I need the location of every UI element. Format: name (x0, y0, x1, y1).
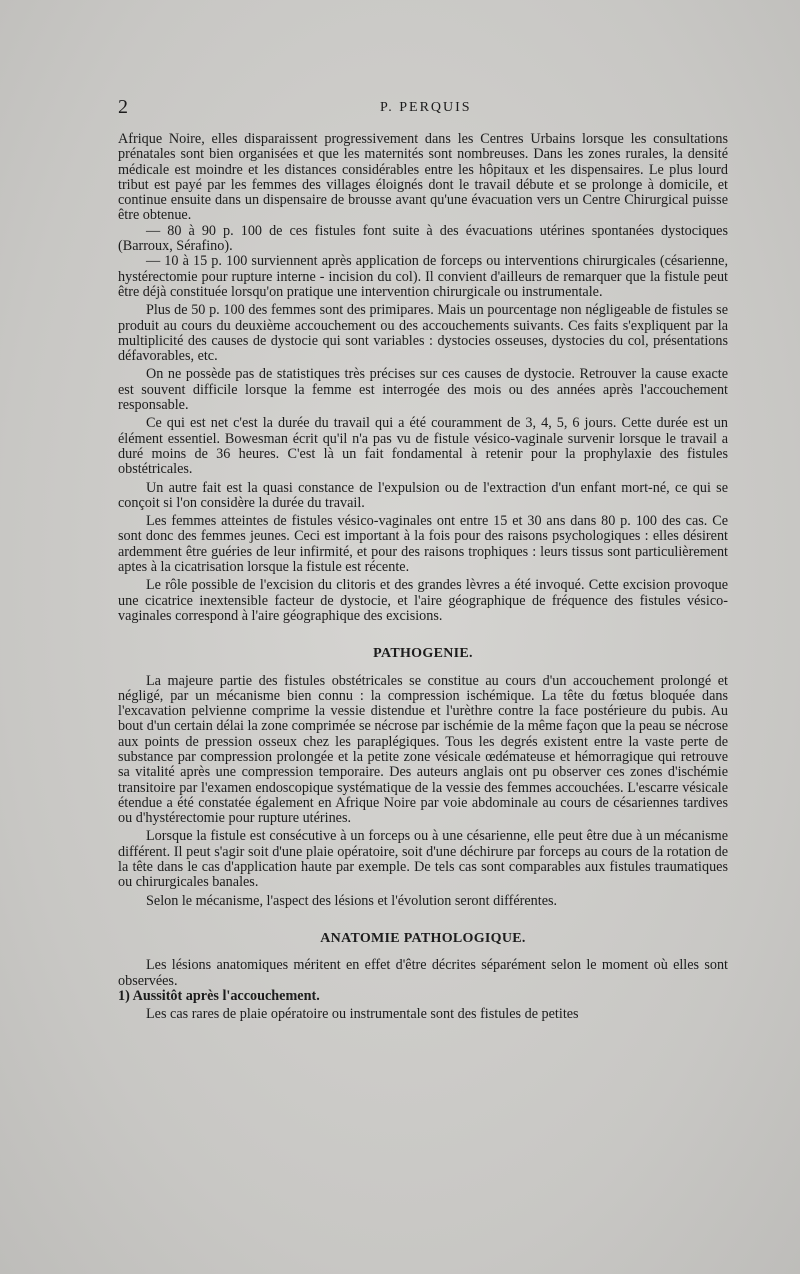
section-heading-pathogenie: PATHOGENIE. (373, 646, 473, 662)
paragraph: — 10 à 15 p. 100 surviennent après application de forceps ou interventions chirurgicales (césarienne, hystérectomie pour rupture interne - incision du col). Il convient d'ailleurs de remarquer que la fistule peut être déjà constituée lorsqu'on pratique une intervention chirurgicale ou instrumentale. (118, 253, 728, 300)
paragraph: Un autre fait est la quasi constance de l'expulsion ou de l'extraction d'un enfant mort-né, ce qui se conçoit si l'on considère la durée du travail. (118, 479, 728, 511)
paragraph: Plus de 50 p. 100 des femmes sont des primipares. Mais un pourcentage non négligeable de fistules se produit au cours du deuxième accouchement ou des accouchements suivants. Ces faits s'expliquent par la multiplicité des causes de dystocie qui sont variables : dystocies osseuses, dystocies du col, présentations défavorables, etc. (118, 302, 728, 365)
paragraph: Le rôle possible de l'excision du clitoris et des grandes lèvres a été invoqué. Cette excision provoque une cicatrice inextensible facteur de dystocie, et l'aire géographique de fréquence des fistules vésico-vaginales correspond à l'aire géographique des excisions. (118, 577, 728, 624)
paragraph: Afrique Noire, elles disparaissent progressivement dans les Centres Urbains lorsque les consultations prénatales sont bien organisées et que les maternités sont nombreuses. Dans les zones rurales, la densité médicale est moindre et les distances considérables entre les hôpitaux et les dispensaires. Le plus lourd tribut est payé par les femmes des villages éloignés dont le travail débute et se prolonge à domicile, et continue ensuite dans un dispensaire de brousse avant qu'une évacuation vers un Centre Chirurgical puisse être obtenue. (118, 131, 728, 224)
paragraph: — 80 à 90 p. 100 de ces fistules font suite à des évacuations utérines spontanées dystociques (Barroux, Sérafino). (118, 222, 728, 255)
paragraph: Les lésions anatomiques méritent en effet d'être décrites séparément selon le moment où elles sont observées. (118, 957, 728, 989)
page-number: 2 (118, 96, 128, 118)
paragraph: La majeure partie des fistules obstétricales se constitue au cours d'un accouchement prolongé et négligé, par un mécanisme bien connu : la compression ischémique. La tête du fœtus bloquée dans l'excavation pelvienne comprime la vessie distendue et l'urèthre contre la face postérieure du pubis. Au bout d'un certain délai la zone comprimée se nécrose par ischémie de la même façon que la peau se nécrose aux points de pression osseux chez les paraplégiques. Tous les degrés existent entre la vaste perte de substance par compression prolongée et la petite zone vésicale œdémateuse et hémorragique qui retrouve sa vitalité après une compression temporaire. Des auteurs anglais ont pu observer ces zones d'ischémie transitoire par l'examen endoscopique systématique de la vessie des femmes accouchées. L'escarre vésicale étendue a été constatée également en Afrique Noire par voie abdominale au cours de césariennes tardives ou d'hystérectomie pour rupture utérines. (118, 672, 728, 827)
paragraph: Selon le mécanisme, l'aspect des lésions et l'évolution seront différentes. (146, 892, 558, 909)
paragraph: Les cas rares de plaie opératoire ou instrumentale sont des fistules de petites (146, 1006, 579, 1023)
running-head: P. PERQUIS (380, 100, 472, 115)
page-header (118, 96, 728, 120)
paragraph: Les femmes atteintes de fistules vésico-vaginales ont entre 15 et 30 ans dans 80 p. 100 des cas. Ce sont donc des femmes jeunes. Ceci est important à la fois pour des raisons psychologiques : elles désirent ardemment être guéries de leur infirmité, et pour des raisons trophiques : leurs tissus sont particulièrement aptes à la cicatrisation lorsque la fistule est récente. (118, 513, 728, 576)
article-body (118, 132, 728, 1022)
paragraph: Ce qui est net c'est la durée du travail qui a été couramment de 3, 4, 5, 6 jours. Cette durée est un élément essentiel. Bowesman écrit qu'il n'a pas vu de fistule vésico-vaginale survenir lorsque le travail a duré moins de 36 heures. C'est là un fait fondamental à retenir pour la prophylaxie des fistules obstétricales. (118, 415, 728, 478)
subsection-heading: 1) Aussitôt après l'accouchement. (118, 987, 320, 1004)
paragraph: On ne possède pas de statistiques très précises sur ces causes de dystocie. Retrouver la cause exacte est souvent difficile lorsque la femme est interrogée des mois ou des années après l'accouchement responsable. (118, 366, 728, 414)
section-heading-anatomie: ANATOMIE PATHOLOGIQUE. (320, 930, 526, 946)
paragraph: Lorsque la fistule est consécutive à un forceps ou à une césarienne, elle peut être due à un mécanisme différent. Il peut s'agir soit d'une plaie opératoire, soit d'une déchirure par forceps au cours de la rotation de la tête dans le cas d'application haute par exemple. De tels cas sont comparables aux fistules traumatiques ou chirurgicales banales. (118, 828, 728, 891)
